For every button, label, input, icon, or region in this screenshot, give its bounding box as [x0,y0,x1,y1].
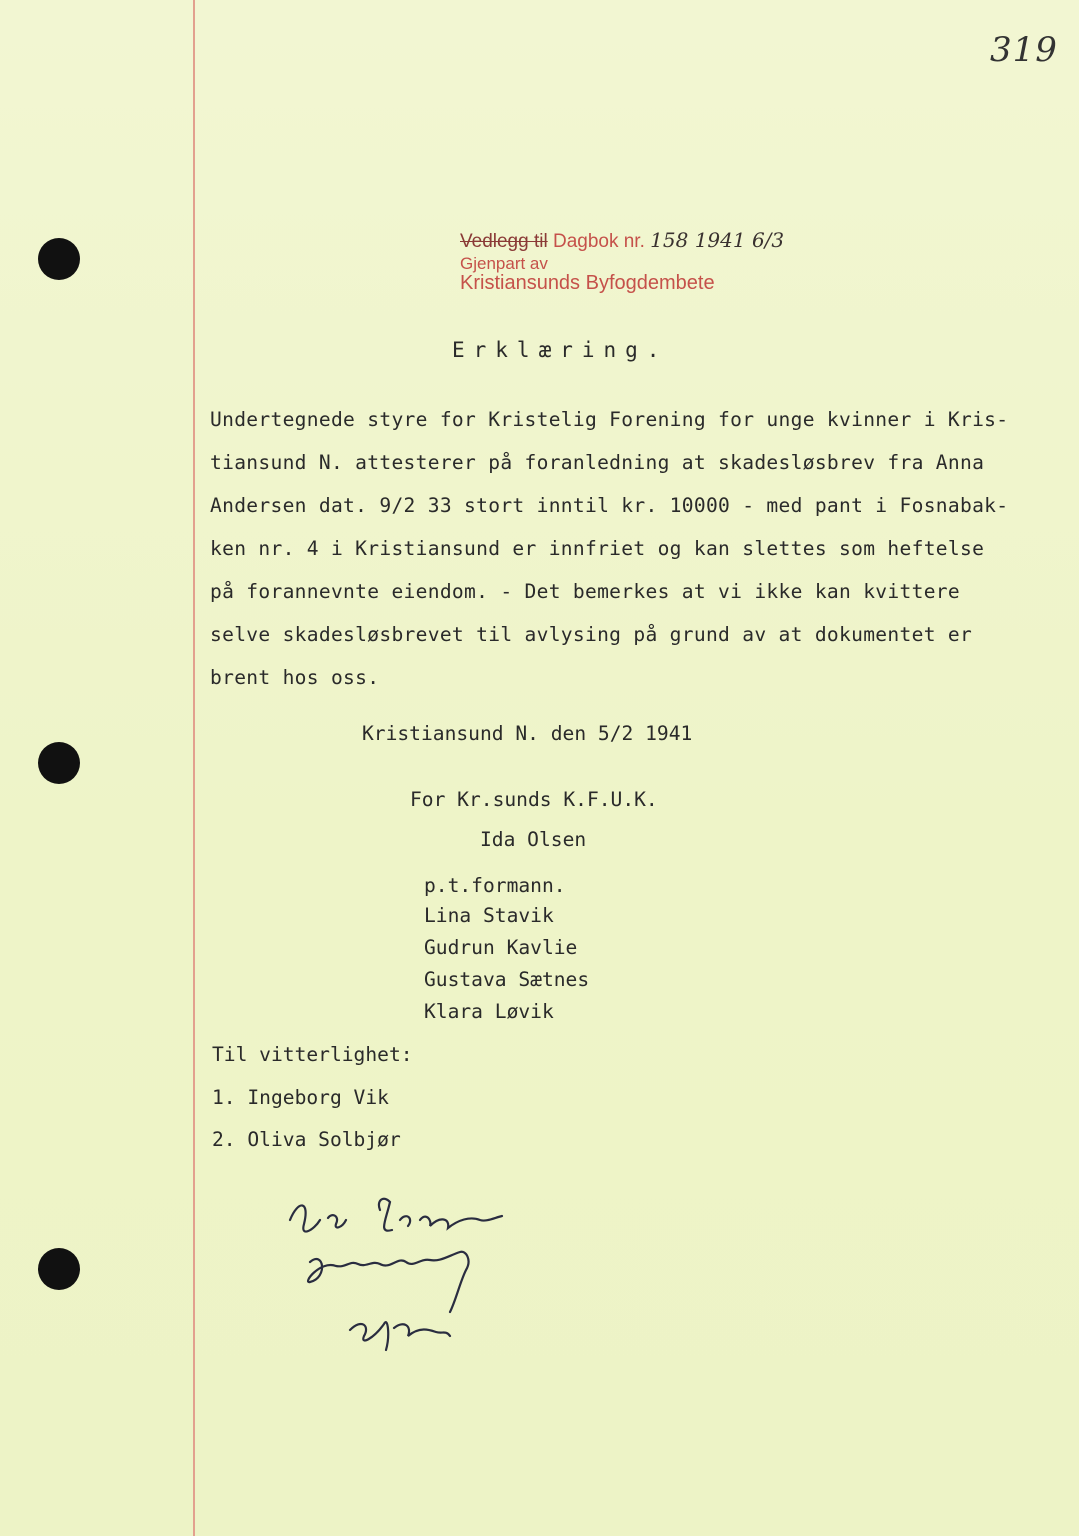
witness-entry: 2. Oliva Solbjør [212,1128,401,1151]
body-line: Undertegnede styre for Kristelig Forening for unge kvinner i Kris- [210,408,1009,431]
registry-stamp [460,220,860,310]
punch-hole [38,742,80,784]
stamp-strike-text: Vedlegg til [460,231,548,252]
punch-hole [38,238,80,280]
stamp-label: Dagbok nr. [552,231,645,252]
body-line: brent hos oss. [210,666,380,689]
member-name: Gudrun Kavlie [424,936,578,959]
dateline: Kristiansund N. den 5/2 1941 [362,722,693,745]
witness-entry: 1. Ingeborg Vik [212,1086,389,1109]
body-line: ken nr. 4 i Kristiansund er innfriet og kan slettes som heftelse [210,537,985,560]
signer-name: Ida Olsen [480,828,587,851]
body-line: tiansund N. attesterer på foranledning at skadesløsbrev fra Anna [210,451,985,474]
stamp-line-3: Kristiansunds Byfogdembete [460,272,715,294]
signer-role: p.t.formann. [424,874,566,897]
witness-heading: Til vitterlighet: [212,1043,413,1066]
body-line: selve skadesløsbrevet til avlysing på grund av at dokumentet er [210,623,973,646]
member-name: Gustava Sætnes [424,968,590,991]
margin-line [193,0,195,1536]
handwritten-signature [280,1190,540,1370]
punch-hole [38,1248,80,1290]
stamp-line-2: Gjenpart av [460,254,548,273]
organization-line: For Kr.sunds K.F.U.K. [410,788,658,811]
body-text [210,398,1050,699]
member-name: Klara Løvik [424,1000,554,1023]
member-name: Lina Stavik [424,904,554,927]
page-number: 319 [990,30,1058,70]
document-title: Erklæring. [452,338,669,362]
body-line: Andersen dat. 9/2 33 stort inntil kr. 10000 - med pant i Fosnabak- [210,494,1009,517]
body-line: på forannevnte eiendom. - Det bemerkes at vi ikke kan kvittere [210,580,960,603]
stamp-handwritten-entry: 158 1941 6/3 [650,228,785,252]
